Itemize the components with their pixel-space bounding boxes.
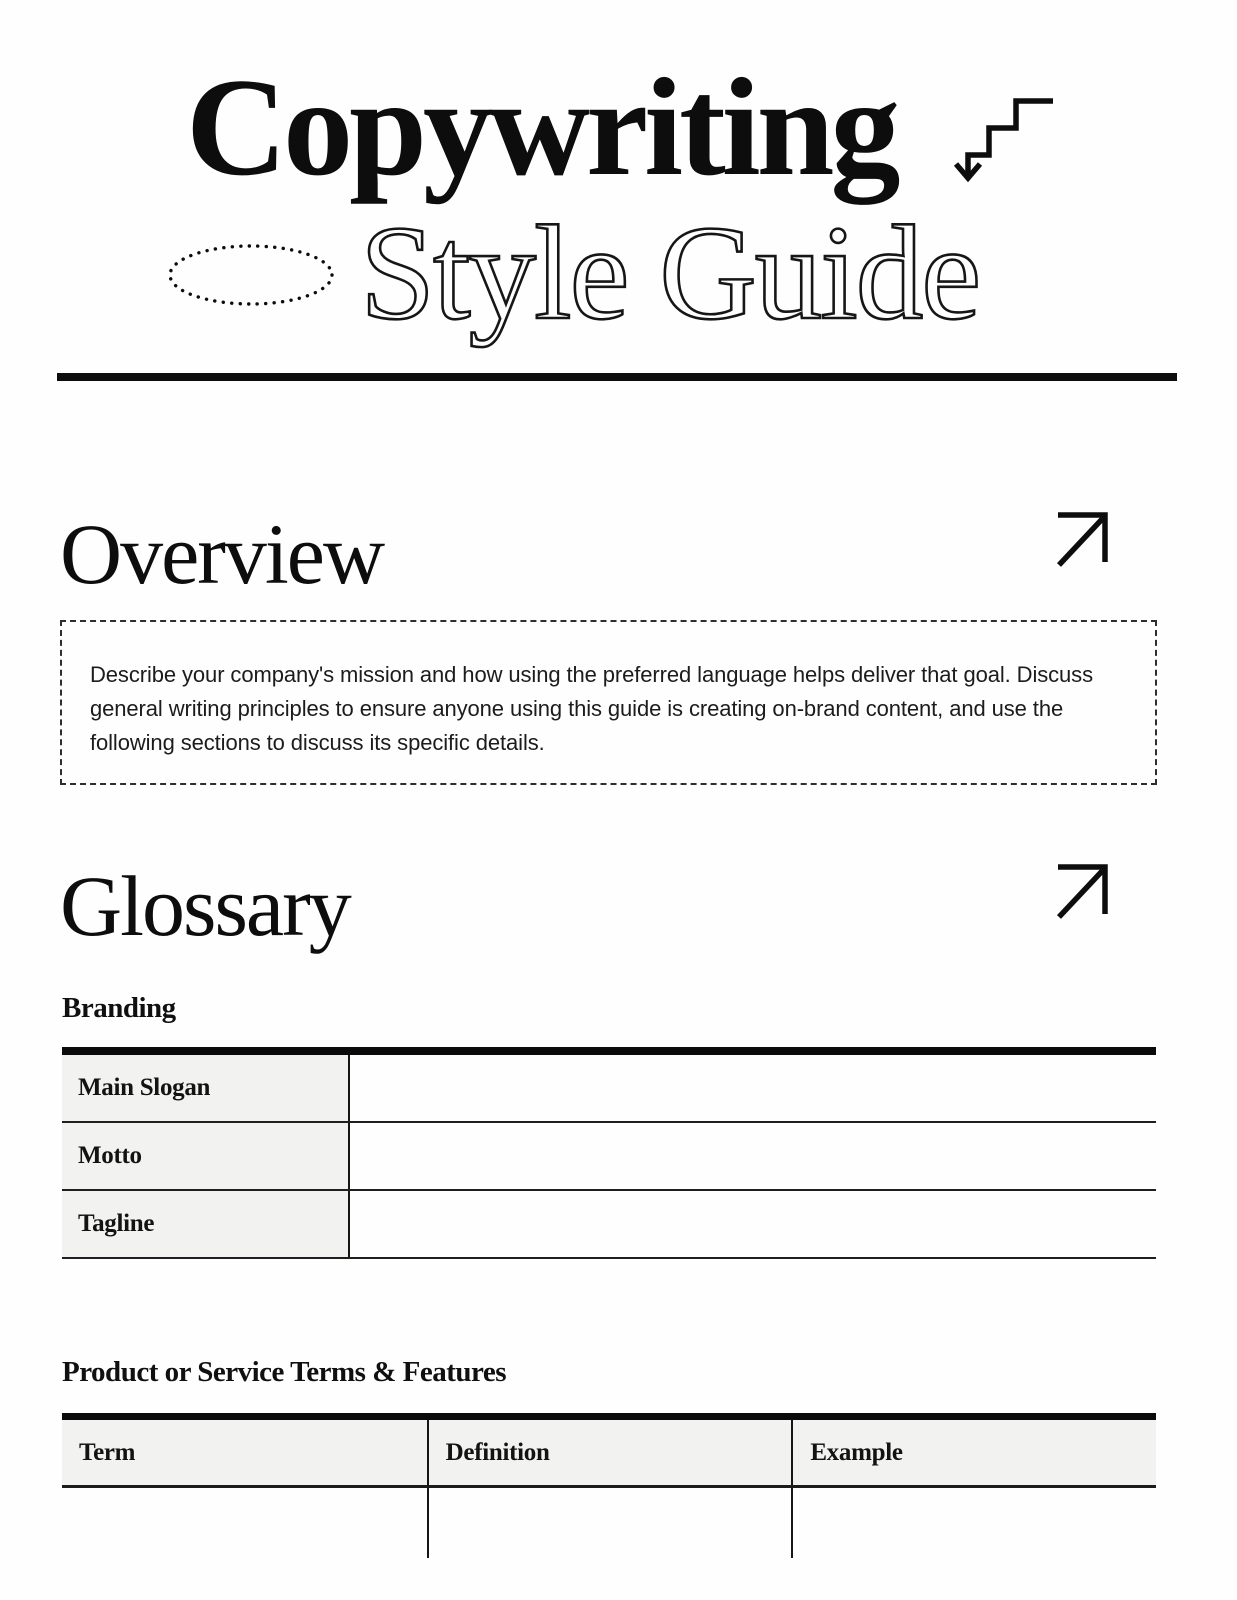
overview-note-box[interactable] — [60, 620, 1157, 785]
product-terms-subheading: Product or Service Terms & Features — [62, 1356, 506, 1388]
branding-row-value-field[interactable] — [350, 1123, 1156, 1189]
column-header-term: Term — [79, 1438, 136, 1466]
header-divider — [57, 373, 1177, 381]
branding-row-label: Tagline — [62, 1191, 350, 1257]
example-cell-field[interactable] — [791, 1488, 1156, 1558]
stairs-down-arrow-icon — [953, 97, 1057, 185]
branding-subheading: Branding — [62, 992, 176, 1024]
term-cell-field[interactable] — [62, 1488, 427, 1558]
table-header-row — [62, 1420, 1156, 1488]
dotted-ellipse-icon — [166, 242, 336, 308]
arrow-up-right-icon — [1048, 860, 1112, 924]
branding-row-label: Main Slogan — [62, 1055, 350, 1121]
overview-heading: Overview — [60, 506, 384, 602]
arrow-up-right-icon — [1048, 508, 1112, 572]
column-header-definition: Definition — [427, 1420, 792, 1485]
branding-row-value-field[interactable] — [350, 1191, 1156, 1257]
product-terms-table — [62, 1413, 1156, 1558]
branding-row-value-field[interactable] — [350, 1055, 1156, 1121]
table-row — [62, 1055, 1156, 1123]
definition-cell-field[interactable] — [427, 1488, 792, 1558]
doc-title-line2: Style Guide — [360, 208, 980, 348]
table-row — [62, 1488, 1156, 1558]
column-header-example: Example — [791, 1420, 1156, 1485]
table-row — [62, 1191, 1156, 1259]
doc-title-line2-outline — [360, 208, 1020, 358]
table-row — [62, 1123, 1156, 1191]
branding-row-label: Motto — [62, 1123, 350, 1189]
doc-title-line1: Copywriting — [186, 50, 897, 205]
branding-table — [62, 1047, 1156, 1259]
overview-note-text: Describe your company's mission and how using the preferred language helps deliver that goal. Discuss general writing principles to ensure anyone using this guide is creating on-brand content, and use the following sections to discuss its specific details. — [90, 662, 1093, 756]
glossary-heading: Glossary — [60, 858, 350, 954]
